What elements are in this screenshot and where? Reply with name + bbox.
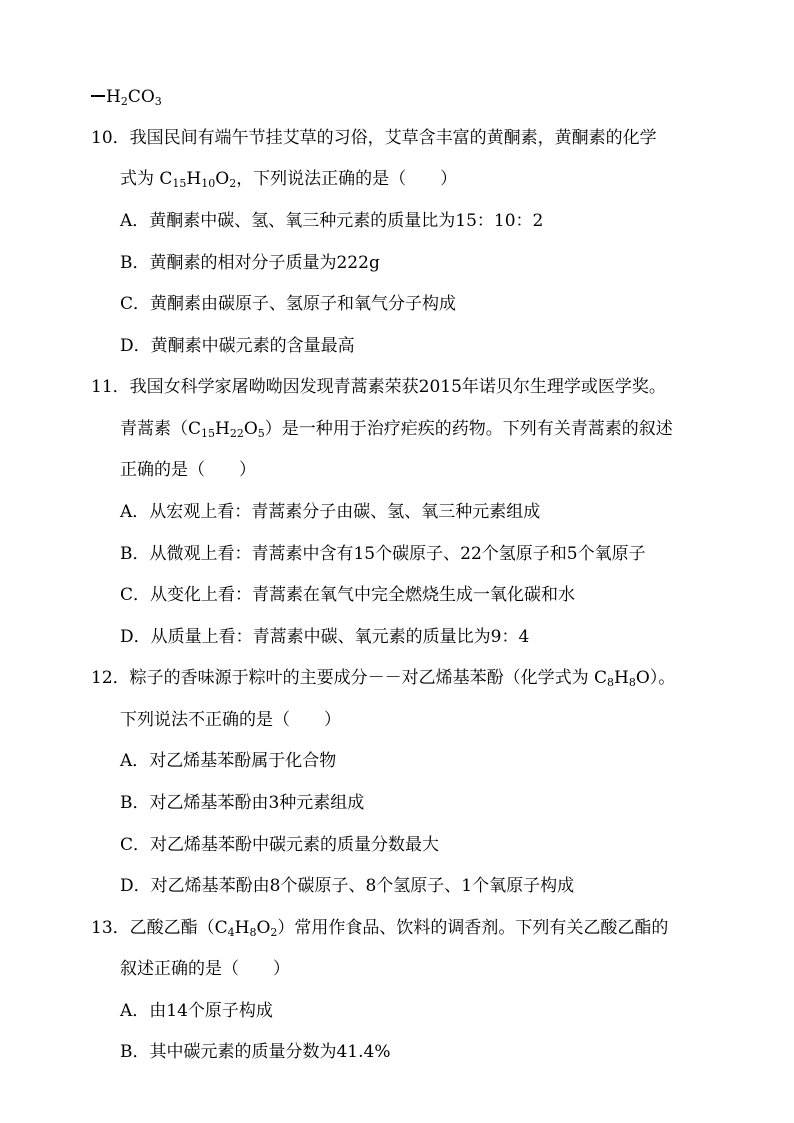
stem-text: 式为 C [120, 169, 173, 189]
question-13-option-b: B．其中碳元素的质量分数为41.4% [120, 1042, 391, 1062]
subscript: 8 [607, 676, 615, 689]
formula-part: O [243, 419, 258, 439]
question-11-stem-line1: 11．我国女科学家屠呦呦因发现青蒿素荣获2015年诺贝尔生理学或医学奖。 [91, 377, 666, 397]
subscript: 15 [172, 177, 187, 190]
subscript: 22 [229, 427, 244, 440]
formula-part: H [186, 169, 202, 189]
stem-text: ）是一种用于治疗疟疾的药物。下列有关青蒿素的叙述 [264, 419, 673, 439]
stem-text: ，下列说法正确的是（ ） [236, 169, 458, 189]
question-12-option-a: A．对乙烯基苯酚属于化合物 [120, 751, 337, 771]
question-11-stem-line2 [120, 418, 673, 440]
subscript: 4 [227, 926, 235, 939]
formula-part: CO [127, 87, 155, 107]
subscript: 3 [154, 95, 162, 108]
question-10-option-d: D．黄酮素中碳元素的含量最高 [120, 336, 355, 356]
question-11-option-d: D．从质量上看：青蒿素中碳、氧元素的质量比为9：4 [120, 627, 530, 647]
formula-part: H [215, 419, 230, 439]
formula-part: H [234, 918, 250, 938]
formula-fragment [91, 86, 162, 108]
subscript: 8 [628, 676, 636, 689]
question-12-stem-line2: 下列说法不正确的是（ ） [120, 710, 341, 730]
question-12-option-d: D．对乙烯基苯酚由8个碳原子、8个氢原子、1个氧原子构成 [120, 876, 575, 896]
question-10-stem-line2 [120, 168, 457, 190]
formula-part: H [614, 668, 629, 688]
subscript: 2 [120, 95, 128, 108]
question-13-stem-line1 [91, 917, 668, 939]
subscript: 2 [270, 926, 278, 939]
formula-part: O [256, 918, 271, 938]
question-12-stem-line1 [91, 667, 675, 689]
question-13-option-a: A．由14个原子构成 [120, 1001, 273, 1021]
question-10-option-b: B．黄酮素的相对分子质量为222g [120, 253, 380, 273]
question-10-option-a: A．黄酮素中碳、氢、氧三种元素的质量比为15：10：2 [120, 211, 544, 231]
dash-mark [91, 95, 105, 97]
question-11-option-b: B．从微观上看：青蒿素中含有15个碳原子、22个氢原子和5个氧原子 [120, 544, 646, 564]
formula-part: O [215, 169, 230, 189]
question-11-stem-line3: 正确的是（ ） [120, 460, 256, 480]
stem-text: 13．乙酸乙酯（C [91, 918, 228, 938]
formula-part: H [106, 87, 121, 107]
question-11-option-a: A．从宏观上看：青蒿素分子由碳、氢、氧三种元素组成 [120, 502, 541, 522]
stem-text: ）常用作食品、饮料的调香剂。下列有关乙酸乙酯的 [277, 918, 669, 938]
subscript: 8 [249, 926, 257, 939]
question-12-option-b: B．对乙烯基苯酚由3种元素组成 [120, 793, 365, 813]
formula-part: O [635, 668, 650, 688]
stem-text: 青蒿素（C [120, 419, 202, 439]
subscript: 5 [257, 427, 265, 440]
question-10-stem-line1: 10．我国民间有端午节挂艾草的习俗，艾草含丰富的黄酮素，黄酮素的化学 [91, 128, 657, 148]
question-11-option-c: C．从变化上看：青蒿素在氧气中完全燃烧生成一氧化碳和水 [120, 585, 576, 605]
subscript: 15 [201, 427, 216, 440]
question-12-option-c: C．对乙烯基苯酚中碳元素的质量分数最大 [120, 835, 440, 855]
stem-text: ）。 [649, 668, 676, 688]
subscript: 10 [201, 177, 216, 190]
question-10-option-c: C．黄酮素由碳原子、氢原子和氧气分子构成 [120, 294, 457, 314]
question-13-stem-line2: 叙述正确的是（ ） [120, 959, 290, 979]
stem-text: 12．粽子的香味源于粽叶的主要成分－－对乙烯基苯酚（化学式为 C [91, 668, 608, 688]
subscript: 2 [229, 177, 237, 190]
